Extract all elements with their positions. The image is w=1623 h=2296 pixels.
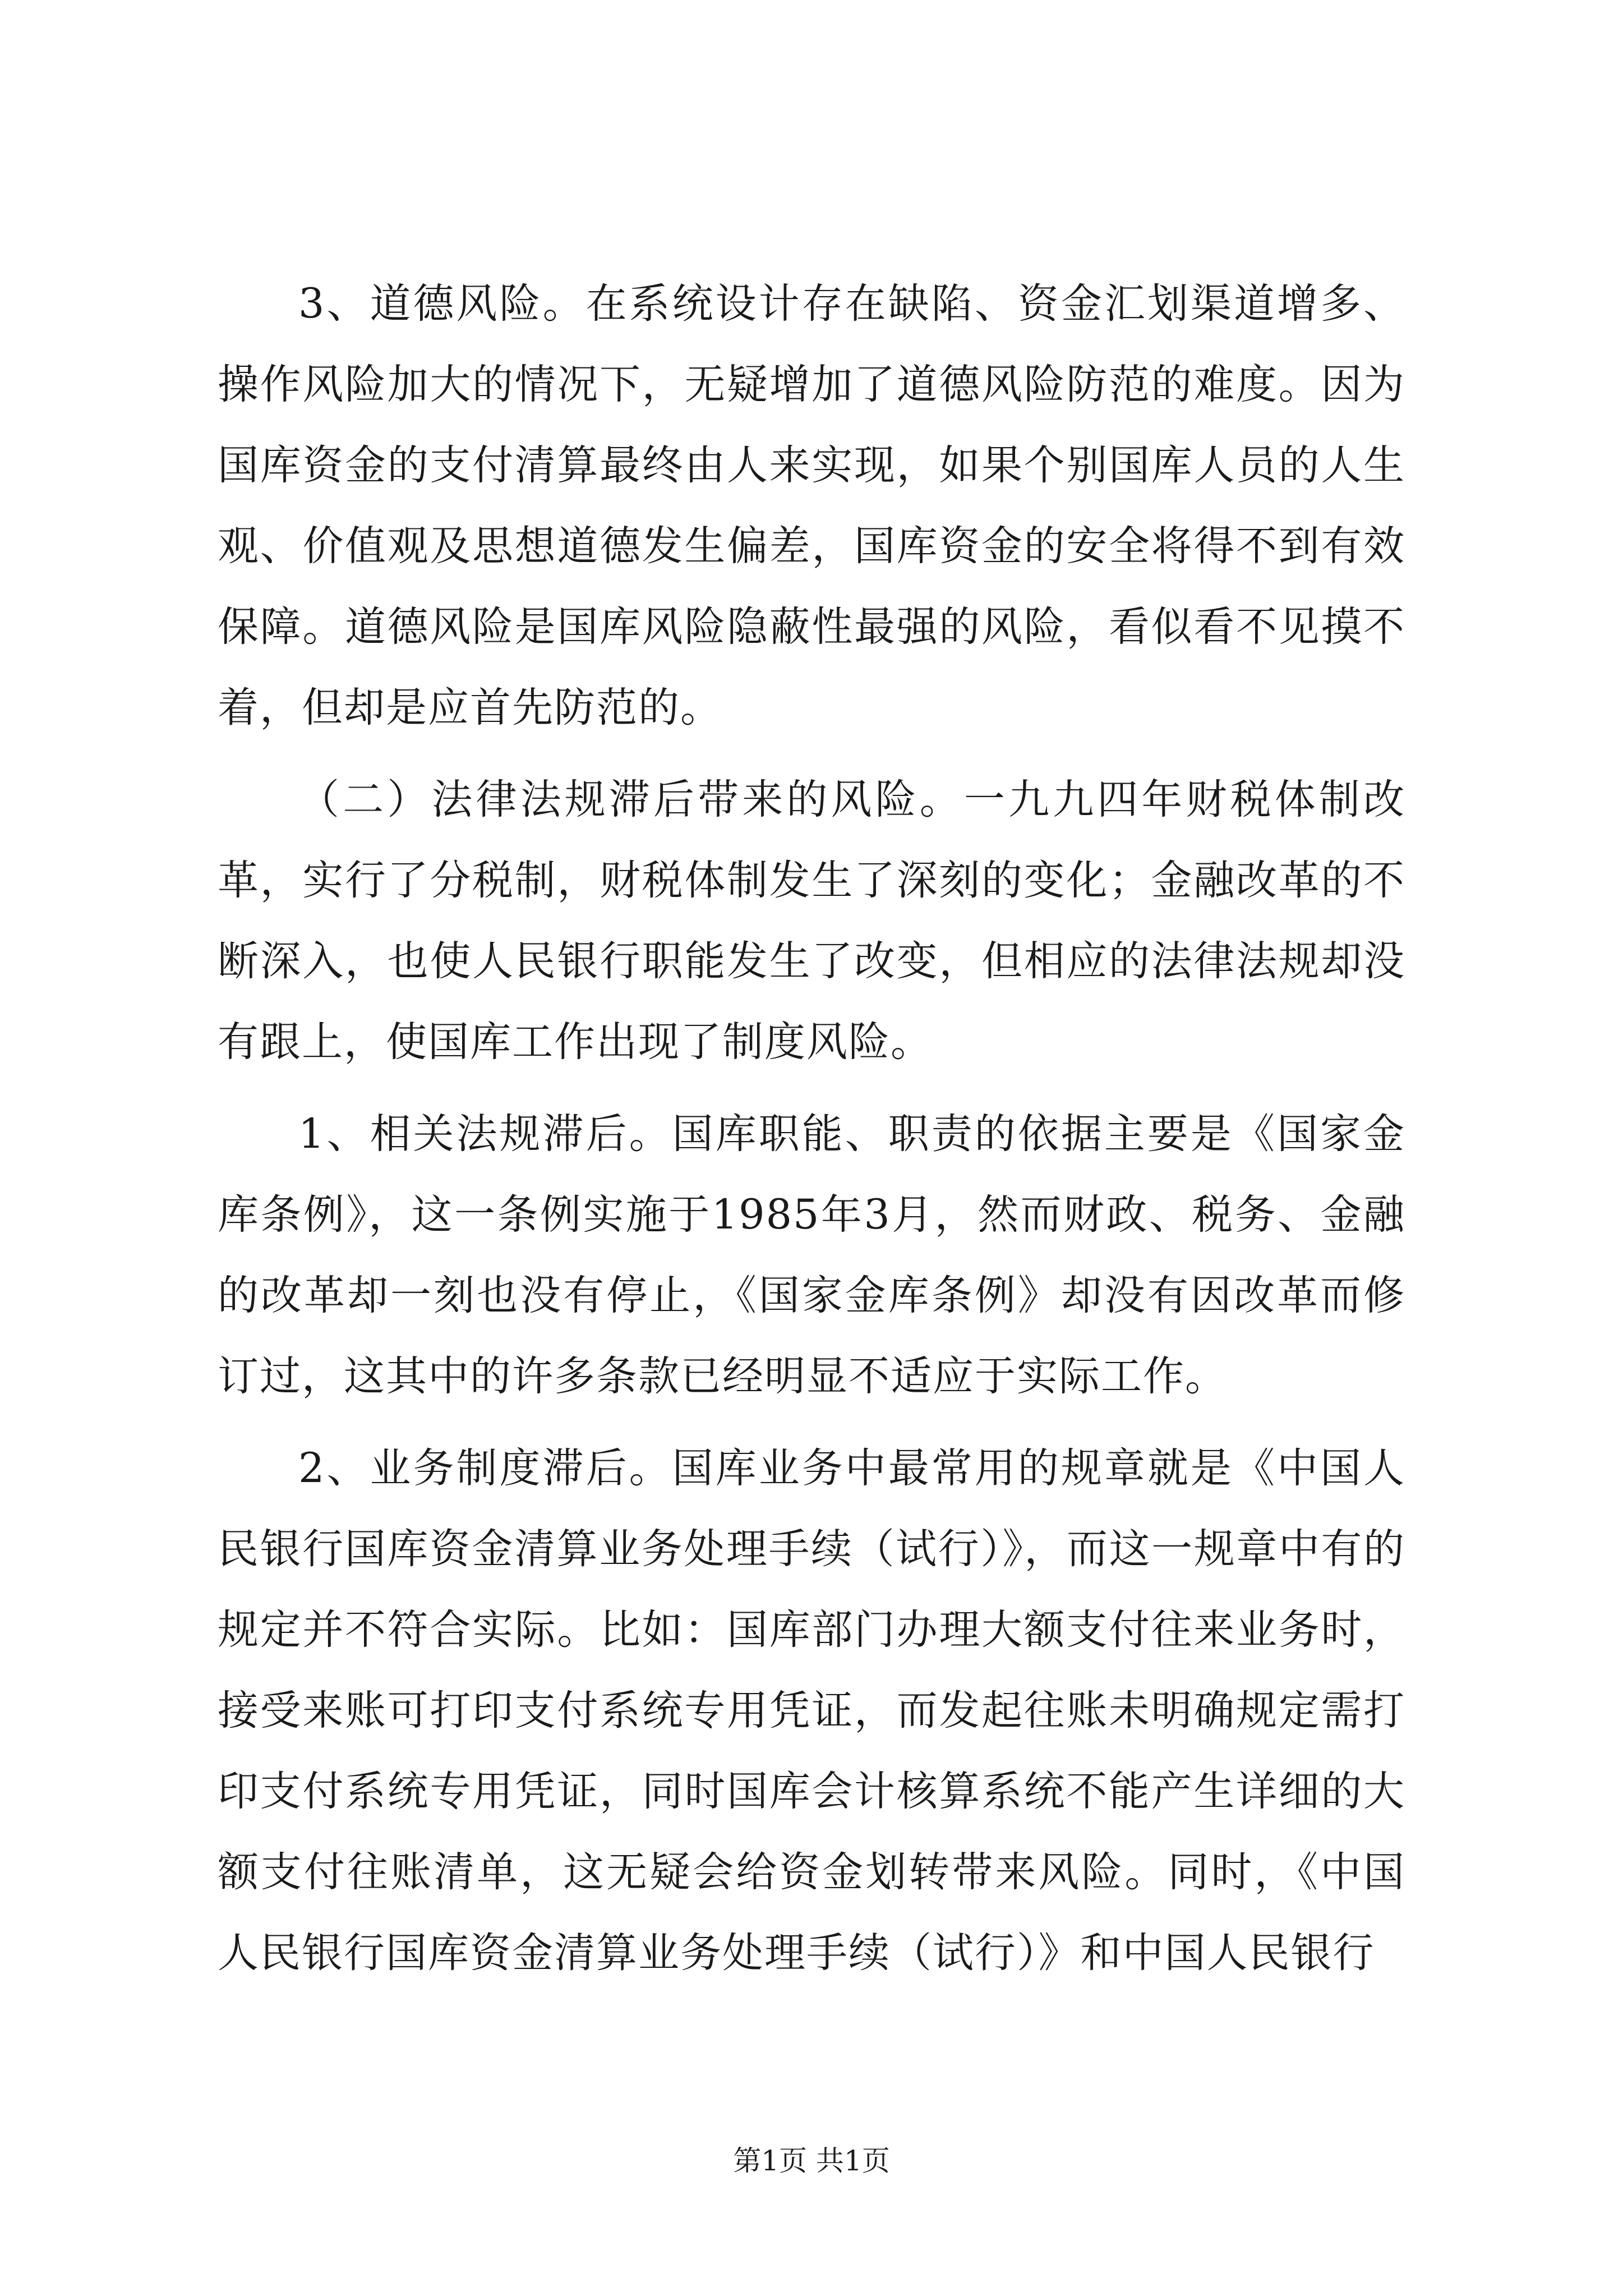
document-body xyxy=(218,264,1405,1994)
paragraph-business-rule-lag: 2、业务制度滞后。国库业务中最常用的规章就是《中国人民银行国库资金清算业务处理手续（试行）》，而这一规章中有的规定并不符合实际。比如：国库部门办理大额支付往来业务时，接受来账可打印支付系统专用凭证，而发起往账未明确规定需打印支付系统专用凭证，同时国库会计核算系统不能产生详细的大额支付往账清单，这无疑会给资金划转带来风险。同时，《中国人民银行国库资金清算业务处理手续（试行）》和中国人民银行 xyxy=(218,1444,1405,1977)
page-footer: 第1页 共1页 xyxy=(733,2145,890,2177)
paragraph-regulation-lag: 1、相关法规滞后。国库职能、职责的依据主要是《国家金库条例》，这一条例实施于1985年3月，然而财政、税务、金融的改革却一刻也没有停止，《国家金库条例》却没有因改革而修订过，这其中的许多条款已经明显不适应于实际工作。 xyxy=(218,1110,1405,1400)
paragraph-legal-lag-risk: （二）法律法规滞后带来的风险。一九九四年财税体制改革，实行了分税制，财税体制发生了深刻的变化；金融改革的不断深入，也使人民银行职能发生了改变，但相应的法律法规却没有跟上，使国库工作出现了制度风险。 xyxy=(218,776,1405,1066)
paragraph-moral-risk: 3、道德风险。在系统设计存在缺陷、资金汇划渠道增多、操作风险加大的情况下，无疑增加了道德风险防范的难度。因为国库资金的支付清算最终由人来实现，如果个别国库人员的人生观、价值观及思想道德发生偏差，国库资金的安全将得不到有效保障。道德风险是国库风险隐蔽性最强的风险，看似看不见摸不着，但却是应首先防范的。 xyxy=(218,280,1405,731)
